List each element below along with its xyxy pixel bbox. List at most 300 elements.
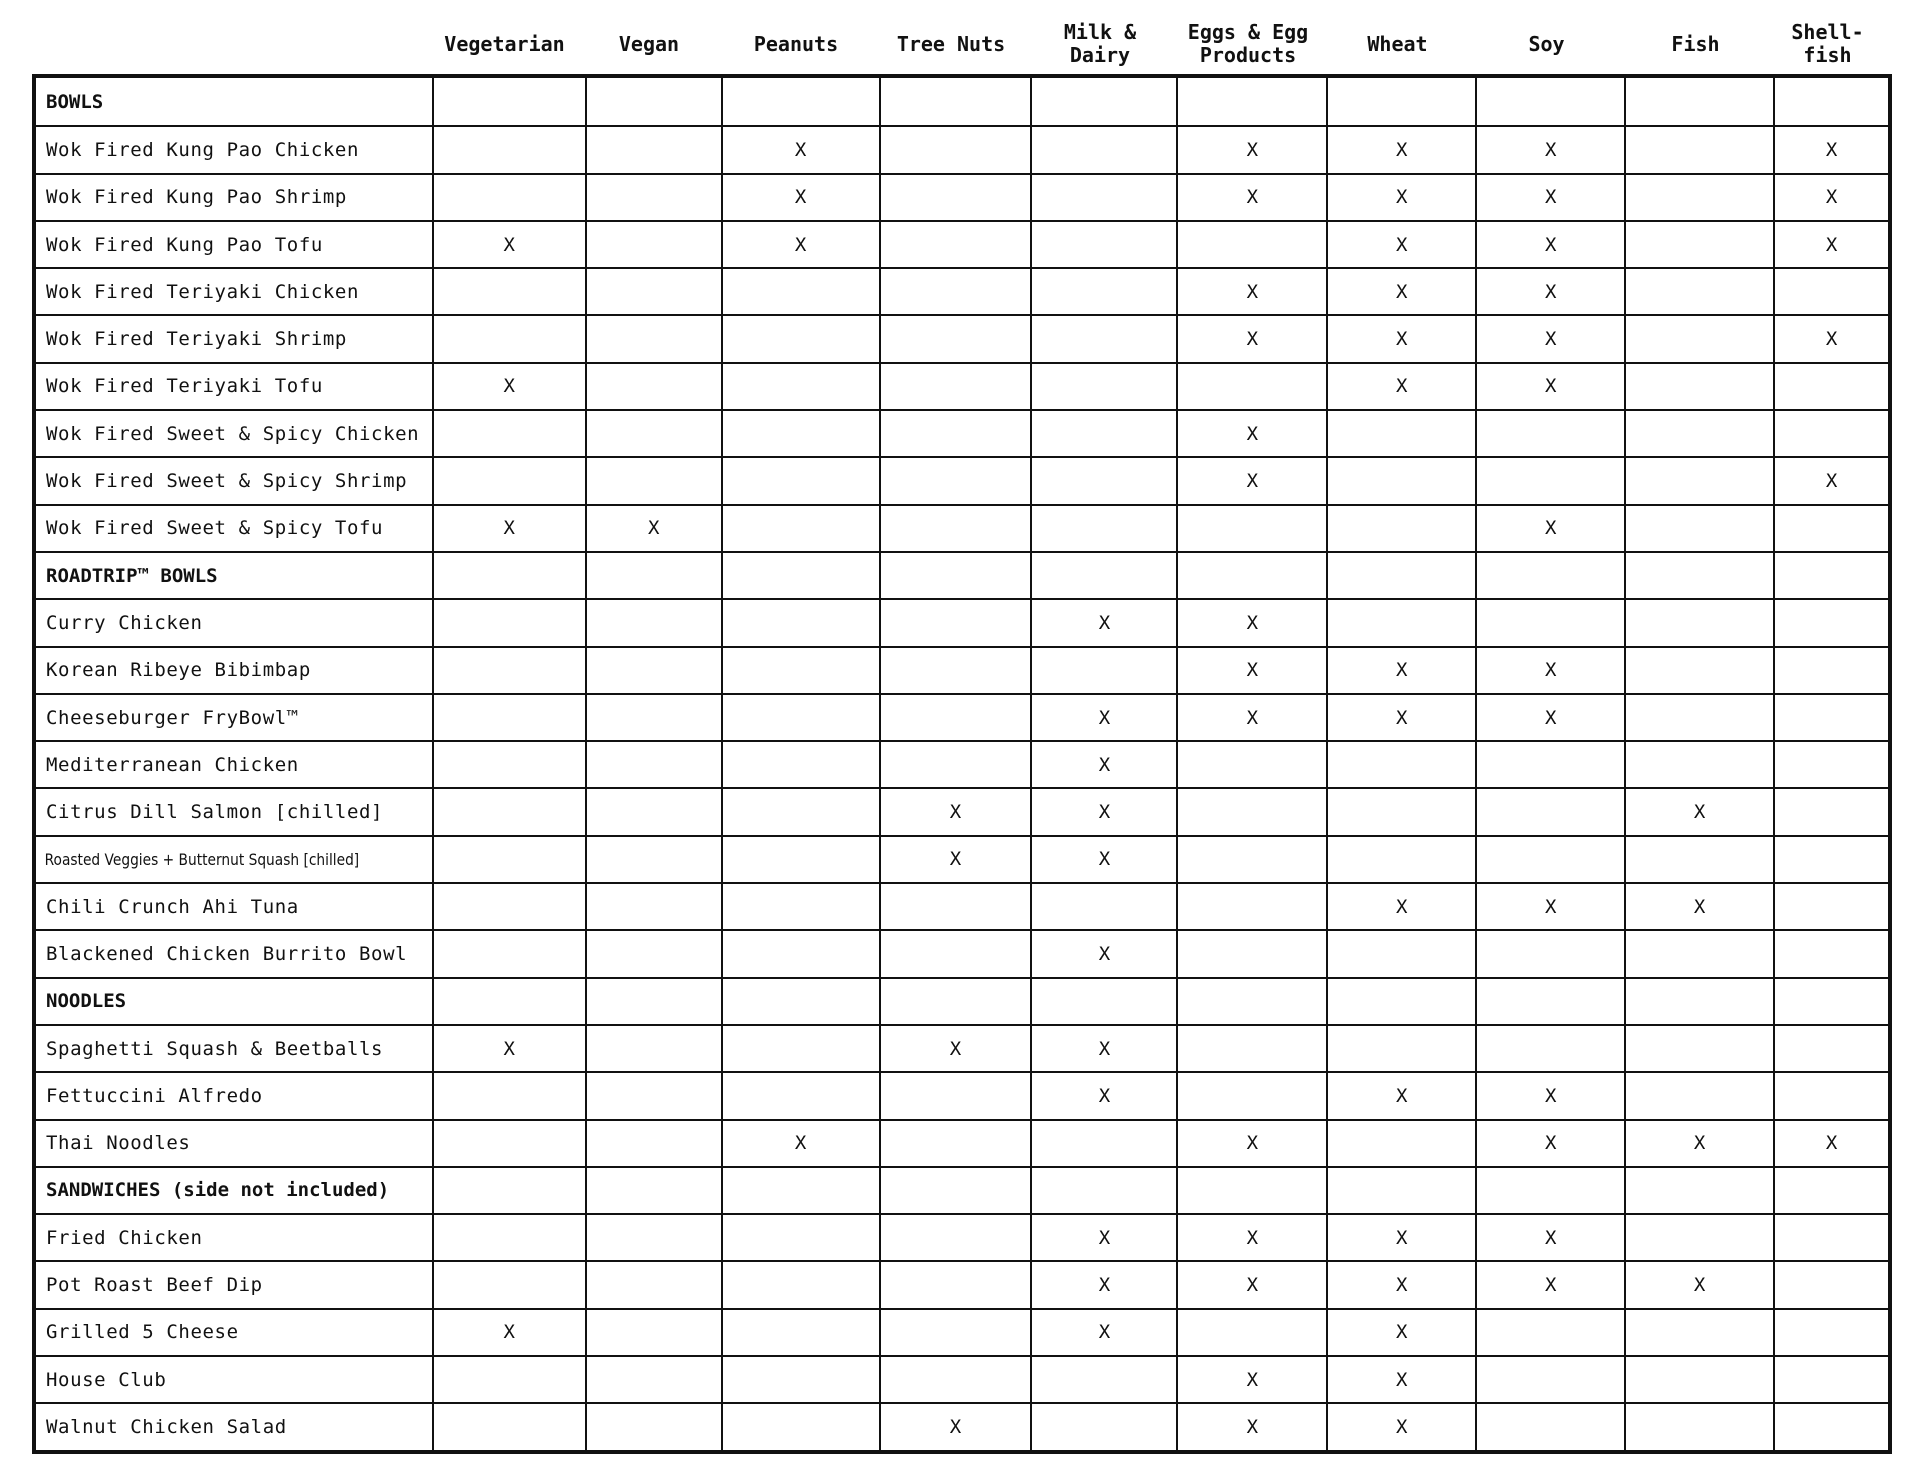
allergen-cell [1624, 648, 1773, 693]
table-row [36, 1213, 1888, 1260]
allergen-cell [1475, 1404, 1624, 1449]
allergen-cell: X [1773, 316, 1888, 361]
item-name: Grilled 5 Cheese [46, 1321, 239, 1344]
allergen-cell [879, 553, 1031, 598]
allergen-cell [1326, 1168, 1475, 1213]
allergen-cell [721, 316, 879, 361]
column-header: Vegetarian [444, 31, 565, 56]
allergen-cell [879, 1121, 1031, 1166]
allergen-cell: X [1030, 600, 1176, 645]
allergen-cell [1326, 742, 1475, 787]
table-row [36, 267, 1888, 314]
allergen-cell [432, 837, 585, 882]
allergen-cell [1176, 1310, 1326, 1355]
allergen-cell [432, 742, 585, 787]
allergen-cell [585, 1168, 721, 1213]
allergen-cell [1326, 931, 1475, 976]
allergen-cell [721, 742, 879, 787]
allergen-cell [432, 931, 585, 976]
allergen-cell [585, 411, 721, 456]
allergen-cell: X [1326, 222, 1475, 267]
allergen-cell [1030, 506, 1176, 551]
table-row [36, 1071, 1888, 1118]
allergen-cell [879, 600, 1031, 645]
item-name: Wok Fired Sweet & Spicy Shrimp [46, 470, 408, 493]
table-row [36, 456, 1888, 503]
allergen-cell [1176, 884, 1326, 929]
allergen-cell [879, 411, 1031, 456]
allergen-cell: X [879, 789, 1031, 834]
allergen-cell [432, 600, 585, 645]
item-name: Wok Fired Teriyaki Chicken [46, 280, 360, 303]
column-header: Soy [1528, 31, 1565, 56]
allergen-cell [585, 1121, 721, 1166]
allergen-cell [879, 931, 1031, 976]
allergen-cell [1326, 78, 1475, 125]
allergen-cell [721, 1215, 879, 1260]
allergen-cell [432, 1262, 585, 1307]
allergen-cell [1773, 742, 1888, 787]
item-name: Fried Chicken [46, 1226, 203, 1249]
table-row [36, 362, 1888, 409]
section-title: NOODLES [46, 990, 127, 1013]
allergen-cell [432, 316, 585, 361]
allergen-cell: X [1326, 1310, 1475, 1355]
allergen-cell: X [1475, 269, 1624, 314]
allergen-cell [585, 1262, 721, 1307]
allergen-cell [1773, 364, 1888, 409]
allergen-cell [721, 837, 879, 882]
allergen-cell: X [1475, 695, 1624, 740]
section-title: ROADTRIP™ BOWLS [46, 564, 218, 587]
allergen-cell [1030, 1357, 1176, 1402]
allergen-cell: X [1326, 127, 1475, 172]
allergen-cell [1475, 979, 1624, 1024]
allergen-cell [879, 742, 1031, 787]
allergen-cell [432, 458, 585, 503]
allergen-cell: X [1030, 789, 1176, 834]
table-row [36, 173, 1888, 220]
item-name: Wok Fired Teriyaki Shrimp [46, 328, 347, 351]
allergen-cell [1773, 1404, 1888, 1449]
table-row [36, 409, 1888, 456]
allergen-cell [1773, 1357, 1888, 1402]
allergen-cell [1475, 458, 1624, 503]
allergen-cell: X [721, 1121, 879, 1166]
column-header: Tree Nuts [896, 31, 1006, 56]
allergen-cell: X [1624, 1121, 1773, 1166]
column-header-row [32, 14, 1892, 74]
allergen-cell: X [1773, 1121, 1888, 1166]
allergen-cell [1326, 411, 1475, 456]
allergen-cell [1475, 931, 1624, 976]
allergen-cell [721, 269, 879, 314]
allergen-cell: X [1176, 1262, 1326, 1307]
allergen-cell: X [432, 222, 585, 267]
allergen-cell [432, 553, 585, 598]
allergen-cell [1030, 411, 1176, 456]
allergen-cell [585, 837, 721, 882]
allergen-cell: X [1176, 1121, 1326, 1166]
allergen-cell [585, 1073, 721, 1118]
allergen-cell [1030, 78, 1176, 125]
allergen-cell: X [1326, 1073, 1475, 1118]
allergen-cell [585, 695, 721, 740]
allergen-cell [1773, 789, 1888, 834]
allergen-cell [721, 411, 879, 456]
item-name: House Club [46, 1368, 167, 1391]
allergen-cell [879, 884, 1031, 929]
allergen-cell [1624, 742, 1773, 787]
allergen-cell [879, 364, 1031, 409]
allergen-cell [585, 364, 721, 409]
allergen-cell [1624, 837, 1773, 882]
allergen-cell [879, 979, 1031, 1024]
item-name: Wok Fired Sweet & Spicy Tofu [46, 517, 384, 540]
allergen-cell [585, 742, 721, 787]
allergen-cell [432, 78, 585, 125]
allergen-cell [432, 1404, 585, 1449]
column-header: Fish [1671, 31, 1720, 56]
column-header: Peanuts [753, 31, 839, 56]
allergen-cell [1030, 884, 1176, 929]
allergen-cell [585, 316, 721, 361]
allergen-cell: X [721, 127, 879, 172]
allergen-cell [1475, 600, 1624, 645]
allergen-cell [1030, 316, 1176, 361]
table-body [32, 74, 1892, 1454]
section-title: BOWLS [46, 90, 104, 113]
allergen-cell [1624, 458, 1773, 503]
allergen-cell [585, 1404, 721, 1449]
item-name: Korean Ribeye Bibimbap [46, 659, 311, 682]
allergen-cell [1326, 506, 1475, 551]
allergen-cell [721, 979, 879, 1024]
allergen-cell [879, 695, 1031, 740]
allergen-cell [1030, 458, 1176, 503]
allergen-cell: X [1475, 648, 1624, 693]
allergen-cell [1475, 1310, 1624, 1355]
table-row [36, 314, 1888, 361]
allergen-cell: X [1326, 269, 1475, 314]
table-row [36, 787, 1888, 834]
allergen-cell [585, 979, 721, 1024]
allergen-cell [1624, 1026, 1773, 1071]
allergen-cell [1030, 979, 1176, 1024]
allergen-cell [1475, 553, 1624, 598]
allergen-cell: X [1030, 695, 1176, 740]
allergen-cell: X [1773, 222, 1888, 267]
allergen-cell: X [1475, 506, 1624, 551]
allergen-cell [1773, 837, 1888, 882]
allergen-cell [721, 458, 879, 503]
allergen-cell [432, 648, 585, 693]
allergen-cell [879, 127, 1031, 172]
allergen-cell [879, 222, 1031, 267]
allergen-cell [1176, 364, 1326, 409]
allergen-cell: X [432, 1026, 585, 1071]
allergen-cell [1624, 553, 1773, 598]
allergen-cell [1773, 1073, 1888, 1118]
allergen-cell [1773, 411, 1888, 456]
allergen-cell: X [1176, 1404, 1326, 1449]
section-title: SANDWICHES (side not included) [46, 1179, 390, 1202]
allergen-cell [879, 1310, 1031, 1355]
item-name: Wok Fired Kung Pao Shrimp [46, 186, 347, 209]
allergen-cell [1176, 837, 1326, 882]
allergen-cell: X [1176, 411, 1326, 456]
allergen-cell [432, 411, 585, 456]
allergen-cell [432, 695, 585, 740]
allergen-cell: X [1475, 127, 1624, 172]
allergen-cell: X [1773, 127, 1888, 172]
allergen-cell: X [1475, 364, 1624, 409]
allergen-cell [1773, 506, 1888, 551]
allergen-cell [1475, 789, 1624, 834]
allergen-cell [1176, 789, 1326, 834]
allergen-cell: X [1624, 884, 1773, 929]
allergen-cell [1773, 1215, 1888, 1260]
table-row [36, 1308, 1888, 1355]
allergen-cell [432, 269, 585, 314]
allergen-cell [879, 648, 1031, 693]
allergen-cell [721, 364, 879, 409]
table-row [36, 740, 1888, 787]
allergen-cell [1624, 269, 1773, 314]
allergen-cell [1030, 222, 1176, 267]
allergen-cell: X [1475, 175, 1624, 220]
table-row [36, 1355, 1888, 1402]
allergen-cell: X [1030, 931, 1176, 976]
allergen-cell: X [1326, 316, 1475, 361]
allergen-cell [1326, 1121, 1475, 1166]
allergen-cell [432, 1073, 585, 1118]
allergen-cell [721, 789, 879, 834]
allergen-cell [1030, 1404, 1176, 1449]
allergen-cell [879, 458, 1031, 503]
allergen-cell [1030, 1168, 1176, 1213]
allergen-cell: X [1326, 1215, 1475, 1260]
allergen-cell [1475, 411, 1624, 456]
allergen-cell [721, 884, 879, 929]
allergen-cell [432, 1357, 585, 1402]
allergen-cell [1773, 695, 1888, 740]
allergen-cell [1176, 222, 1326, 267]
allergen-cell [1773, 1262, 1888, 1307]
allergen-cell: X [1176, 127, 1326, 172]
allergen-cell: X [1326, 1404, 1475, 1449]
allergen-cell [1624, 364, 1773, 409]
item-name: Fettuccini Alfredo [46, 1084, 263, 1107]
allergen-cell [1773, 884, 1888, 929]
item-name: Blackened Chicken Burrito Bowl [46, 942, 408, 965]
allergen-cell [879, 175, 1031, 220]
allergen-cell [585, 222, 721, 267]
section-row [36, 977, 1888, 1024]
allergen-cell [1624, 127, 1773, 172]
allergen-cell [585, 600, 721, 645]
allergen-cell [879, 1215, 1031, 1260]
allergen-cell [1624, 1073, 1773, 1118]
allergen-cell: X [1176, 316, 1326, 361]
allergen-cell [585, 269, 721, 314]
allergen-cell [1176, 1073, 1326, 1118]
allergen-cell: X [1475, 1073, 1624, 1118]
allergen-cell: X [1176, 175, 1326, 220]
allergen-cell [1176, 506, 1326, 551]
allergen-cell [1326, 979, 1475, 1024]
allergen-cell: X [1326, 648, 1475, 693]
item-name: Curry Chicken [46, 611, 203, 634]
allergen-cell [1773, 1310, 1888, 1355]
item-name: Wok Fired Teriyaki Tofu [46, 375, 323, 398]
allergen-cell [585, 1357, 721, 1402]
table-row [36, 1119, 1888, 1166]
allergen-cell [1475, 1357, 1624, 1402]
column-header: Vegan [618, 31, 680, 56]
allergen-cell [1624, 222, 1773, 267]
allergen-cell [585, 1215, 721, 1260]
item-name: Mediterranean Chicken [46, 753, 299, 776]
allergen-cell: X [1030, 1026, 1176, 1071]
allergen-cell [1030, 648, 1176, 693]
allergen-cell [879, 1357, 1031, 1402]
allergen-cell [1176, 931, 1326, 976]
item-name: Wok Fired Kung Pao Tofu [46, 233, 323, 256]
allergen-cell [1326, 837, 1475, 882]
allergen-table [32, 14, 1892, 1454]
allergen-cell [1030, 364, 1176, 409]
allergen-cell [1475, 837, 1624, 882]
allergen-cell [721, 553, 879, 598]
allergen-cell: X [1176, 648, 1326, 693]
allergen-cell: X [585, 506, 721, 551]
table-row [36, 1260, 1888, 1307]
allergen-cell: X [1176, 600, 1326, 645]
allergen-cell [1624, 1168, 1773, 1213]
allergen-cell [1176, 1168, 1326, 1213]
allergen-cell: X [1030, 1215, 1176, 1260]
allergen-cell [1624, 1215, 1773, 1260]
allergen-cell [879, 1262, 1031, 1307]
allergen-cell [1326, 600, 1475, 645]
allergen-cell [1773, 78, 1888, 125]
allergen-cell [721, 78, 879, 125]
allergen-cell: X [1475, 1262, 1624, 1307]
allergen-cell [721, 1357, 879, 1402]
item-name: Walnut Chicken Salad [46, 1415, 287, 1438]
allergen-cell: X [1326, 695, 1475, 740]
table-row [36, 1402, 1888, 1449]
allergen-cell [432, 1168, 585, 1213]
allergen-cell: X [432, 364, 585, 409]
allergen-cell [585, 553, 721, 598]
allergen-cell [585, 884, 721, 929]
allergen-cell: X [1475, 1121, 1624, 1166]
allergen-cell [1773, 979, 1888, 1024]
allergen-cell [879, 1168, 1031, 1213]
allergen-cell: X [1475, 884, 1624, 929]
allergen-cell [721, 1168, 879, 1213]
allergen-cell [1176, 553, 1326, 598]
allergen-cell: X [1326, 1262, 1475, 1307]
table-row [36, 929, 1888, 976]
allergen-cell: X [1176, 1357, 1326, 1402]
allergen-cell [432, 979, 585, 1024]
allergen-cell [1176, 78, 1326, 125]
allergen-cell [432, 884, 585, 929]
item-name: Spaghetti Squash & Beetballs [46, 1037, 384, 1060]
allergen-cell [1624, 1357, 1773, 1402]
allergen-cell [721, 1404, 879, 1449]
allergen-cell [721, 1310, 879, 1355]
allergen-cell [1624, 411, 1773, 456]
allergen-cell: X [879, 837, 1031, 882]
allergen-cell [1326, 1026, 1475, 1071]
allergen-cell: X [1176, 458, 1326, 503]
table-row [36, 693, 1888, 740]
allergen-cell [432, 789, 585, 834]
allergen-cell [1624, 78, 1773, 125]
allergen-cell [1624, 931, 1773, 976]
allergen-cell [1475, 78, 1624, 125]
column-header: Milk & Dairy [1063, 20, 1137, 67]
table-row [36, 598, 1888, 645]
allergen-cell [1475, 742, 1624, 787]
item-name: Thai Noodles [46, 1132, 191, 1155]
allergen-cell [879, 78, 1031, 125]
allergen-cell [432, 127, 585, 172]
allergen-cell: X [1030, 837, 1176, 882]
allergen-cell: X [1624, 789, 1773, 834]
allergen-cell [879, 506, 1031, 551]
allergen-cell: X [1624, 1262, 1773, 1307]
allergen-cell: X [721, 222, 879, 267]
allergen-cell [1624, 506, 1773, 551]
section-row [36, 551, 1888, 598]
allergen-cell [1176, 979, 1326, 1024]
allergen-cell [721, 695, 879, 740]
table-row [36, 504, 1888, 551]
allergen-cell [1176, 742, 1326, 787]
column-header: Wheat [1367, 31, 1428, 56]
allergen-cell: X [879, 1026, 1031, 1071]
item-name: Cheeseburger FryBowl™ [46, 706, 299, 729]
allergen-cell: X [1773, 175, 1888, 220]
allergen-cell [1475, 1026, 1624, 1071]
allergen-cell [1773, 1026, 1888, 1071]
allergen-cell [1326, 553, 1475, 598]
allergen-cell [879, 1073, 1031, 1118]
allergen-cell [585, 931, 721, 976]
allergen-cell: X [1773, 458, 1888, 503]
allergen-cell [1030, 269, 1176, 314]
allergen-cell [585, 1026, 721, 1071]
allergen-cell [585, 648, 721, 693]
section-row [36, 78, 1888, 125]
allergen-cell [1624, 695, 1773, 740]
allergen-cell [1326, 458, 1475, 503]
allergen-cell [432, 175, 585, 220]
column-header: Eggs & Egg Products [1187, 20, 1309, 67]
item-name: Wok Fired Sweet & Spicy Chicken [46, 422, 420, 445]
allergen-cell [1475, 1168, 1624, 1213]
allergen-cell [1624, 1404, 1773, 1449]
allergen-cell: X [1030, 1310, 1176, 1355]
allergen-cell: X [1176, 1215, 1326, 1260]
item-name: Citrus Dill Salmon [chilled] [46, 801, 384, 824]
allergen-cell [721, 1073, 879, 1118]
